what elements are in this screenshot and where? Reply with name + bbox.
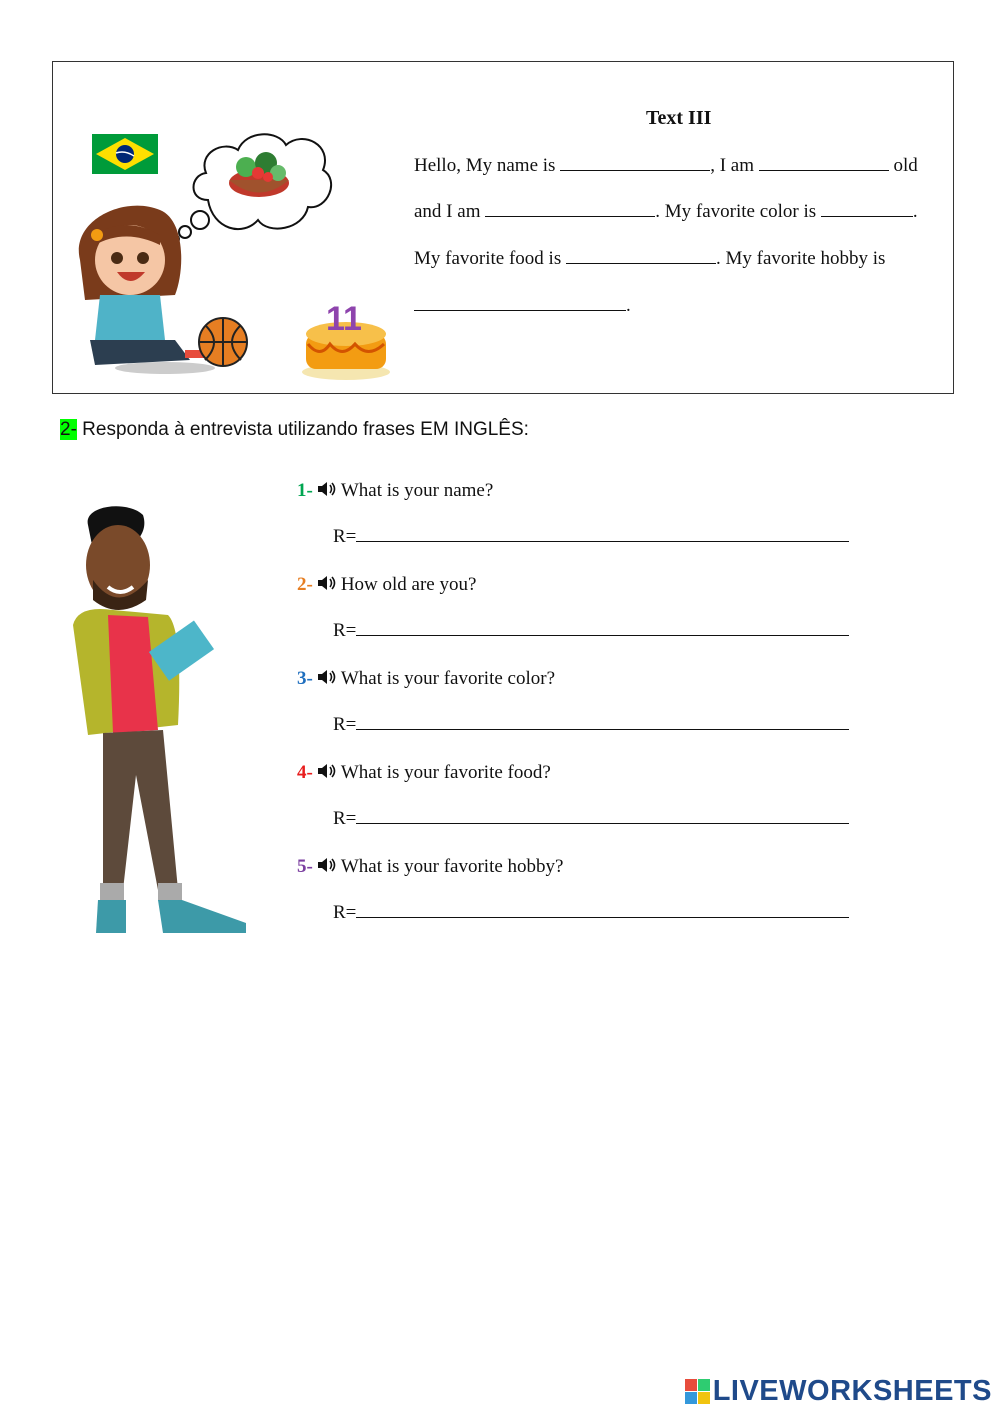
speaker-icon[interactable] [317,575,337,591]
question-text: What is your favorite color? [340,668,556,689]
answer-4 [333,808,849,830]
liveworksheets-logo [685,1379,710,1404]
speaker-icon[interactable] [317,669,337,685]
logo-square [698,1379,710,1391]
answer-line[interactable] [356,526,849,542]
text-iii-line-4 [414,294,631,317]
answer-3 [333,714,849,736]
age-number-blank[interactable] [485,200,655,217]
text-iii-line-2 [414,200,918,223]
question-3 [297,668,555,690]
question-number: 3- [297,668,313,689]
answer-2 [333,620,849,642]
age-blank[interactable] [759,154,889,171]
food-blank[interactable] [566,247,716,264]
section-2-number: 2- [60,419,77,440]
line3-part2: . My favorite hobby is [715,248,886,269]
answer-prefix: R= [333,808,357,829]
speaker-icon[interactable] [317,857,337,873]
logo-square [685,1392,697,1404]
birthday-cake-icon [300,294,392,382]
question-number: 4- [297,762,313,783]
color-blank[interactable] [821,200,913,217]
text-iii-title: Text III [646,107,712,129]
question-number: 1- [297,480,313,501]
girl-illustration [65,200,250,378]
question-number: 2- [297,574,313,595]
answer-prefix: R= [333,902,357,923]
interviewer-illustration [68,505,248,937]
line3-part1: My favorite food is [414,248,562,269]
section-2-instruction: Responda à entrevista utilizando frases EM INGLÊS: [76,419,529,440]
question-1 [297,480,493,502]
question-2 [297,574,476,596]
logo-square [685,1379,697,1391]
answer-line[interactable] [356,620,849,636]
section-2-heading [60,419,529,441]
text-iii-line-3 [414,247,885,270]
question-text: What is your favorite hobby? [340,856,564,877]
answer-prefix: R= [333,714,357,735]
question-text: How old are you? [340,574,477,595]
text-iii-line-1 [414,154,918,177]
answer-prefix: R= [333,526,357,547]
line2-part3: . [912,201,918,222]
brazil-flag-icon [92,134,158,174]
answer-line[interactable] [356,714,849,730]
answer-prefix: R= [333,620,357,641]
question-5 [297,856,563,878]
answer-1 [333,526,849,548]
line1-part2: , I am [710,155,754,176]
question-number: 5- [297,856,313,877]
answer-5 [333,902,849,924]
question-text: What is your favorite food? [340,762,551,783]
hobby-blank[interactable] [414,294,626,311]
line4-end: . [626,295,631,316]
speaker-icon[interactable] [317,481,337,497]
answer-line[interactable] [356,808,849,824]
name-blank[interactable] [560,154,710,171]
answer-line[interactable] [356,902,849,918]
line2-part1: and I am [414,201,481,222]
speaker-icon[interactable] [317,763,337,779]
line1-part1: Hello, My name is [414,155,556,176]
line1-part3: old [893,155,918,176]
logo-square [698,1392,710,1404]
question-4 [297,762,551,784]
question-text: What is your name? [340,480,494,501]
line2-part2: . My favorite color is [655,201,817,222]
liveworksheets-brand [685,1375,992,1408]
brand-name: LIVEWORKSHEETS [712,1375,992,1407]
svg-text:11: 11 [326,300,362,338]
